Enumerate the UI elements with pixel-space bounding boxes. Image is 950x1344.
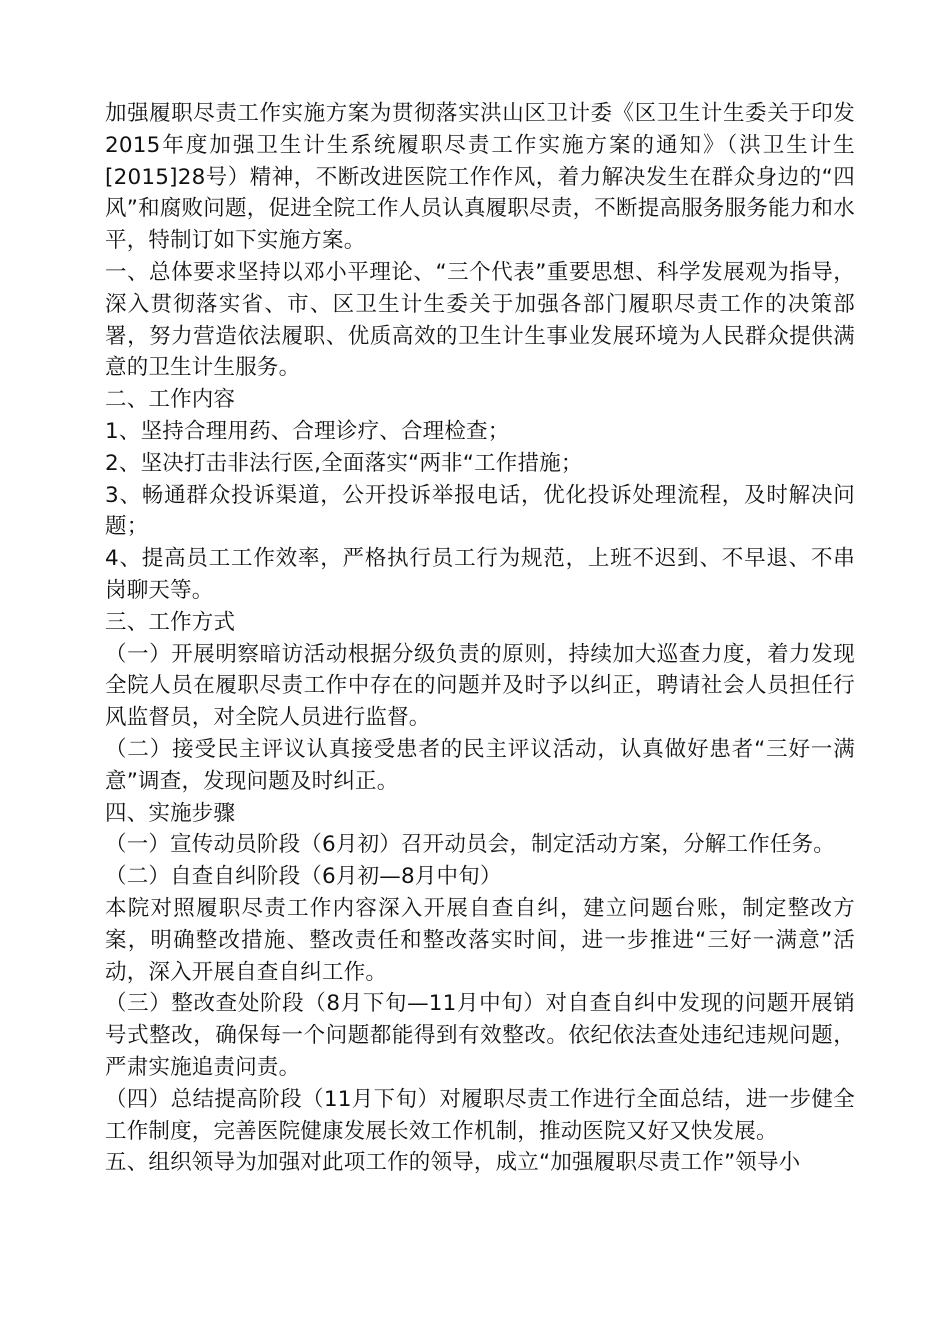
section-2-heading: 二、工作内容 (105, 387, 236, 413)
section-4-heading: 四、实施步骤 (105, 800, 236, 826)
intro-paragraph: 加强履职尽责工作实施方案为贯彻落实洪山区卫计委《区卫生计生委关于印发2015年度加强卫生计生系统履职尽责工作实施方案的通知》（洪卫生计生[2015]28号）精神，不断改进医院工作作风，着力解决发生在群众身边的“四风”和腐败问题，促进全院工作人员认真履职尽责，不断提高服务服务能力和水平，特制订如下实施方案。 (105, 101, 855, 254)
work-content-item-1: 1、坚持合理用药、合理诊疗、合理检查； (105, 418, 510, 444)
section-3-heading: 三、工作方式 (105, 609, 236, 635)
work-content-item-2: 2、坚决打击非法行医,全面落实“两非“工作措施； (105, 450, 583, 476)
work-method-1: （一）开展明察暗访活动根据分级负责的原则，持续加大巡查力度，着力发现全院人员在履职尽责工作中存在的问题并及时予以纠正，聘请社会人员担任行风监督员，对全院人员进行监督。 (105, 641, 855, 731)
step-2-heading: （二）自查自纠阶段（6月初—8月中旬） (105, 864, 502, 890)
section-5-organization: 五、组织领导为加强对此项工作的领导，成立“加强履职尽责工作”领导小 (105, 1150, 801, 1176)
step-4-summary: （四）总结提高阶段（11月下旬）对履职尽责工作进行全面总结，进一步健全工作制度，完善医院健康发展长效工作机制，推动医院又好又快发展。 (105, 1086, 855, 1144)
work-method-2: （二）接受民主评议认真接受患者的民主评议活动，认真做好患者“三好一满意”调查，发现问题及时纠正。 (105, 736, 855, 794)
section-1-general-requirements: 一、总体要求坚持以邓小平理论、“三个代表”重要思想、科学发展观为指导，深入贯彻落实省、市、区卫生计生委关于加强各部门履职尽责工作的决策部署，努力营造依法履职、优质高效的卫生计生事业发展环境为人民群众提供满意的卫生计生服务。 (105, 259, 855, 381)
work-content-item-3: 3、畅通群众投诉渠道，公开投诉举报电话，优化投诉处理流程，及时解决问题； (105, 482, 855, 540)
step-1-mobilization: （一）宣传动员阶段（6月初）召开动员会，制定活动方案，分解工作任务。 (105, 832, 835, 858)
document-body (105, 98, 855, 1179)
step-3-rectification: （三）整改查处阶段（8月下旬—11月中旬）对自查自纠中发现的问题开展销号式整改，确保每一个问题都能得到有效整改。依纪依法查处违纪违规问题，严肃实施追责问责。 (105, 991, 855, 1080)
work-content-item-4: 4、提高员工工作效率，严格执行员工行为规范，上班不迟到、不早退、不串岗聊天等。 (105, 546, 855, 603)
step-2-body: 本院对照履职尽责工作内容深入开展自查自纠，建立问题台账，制定整改方案，明确整改措施、整改责任和整改落实时间，进一步推进“三好一满意”活动，深入开展自查自纠工作。 (105, 895, 855, 985)
